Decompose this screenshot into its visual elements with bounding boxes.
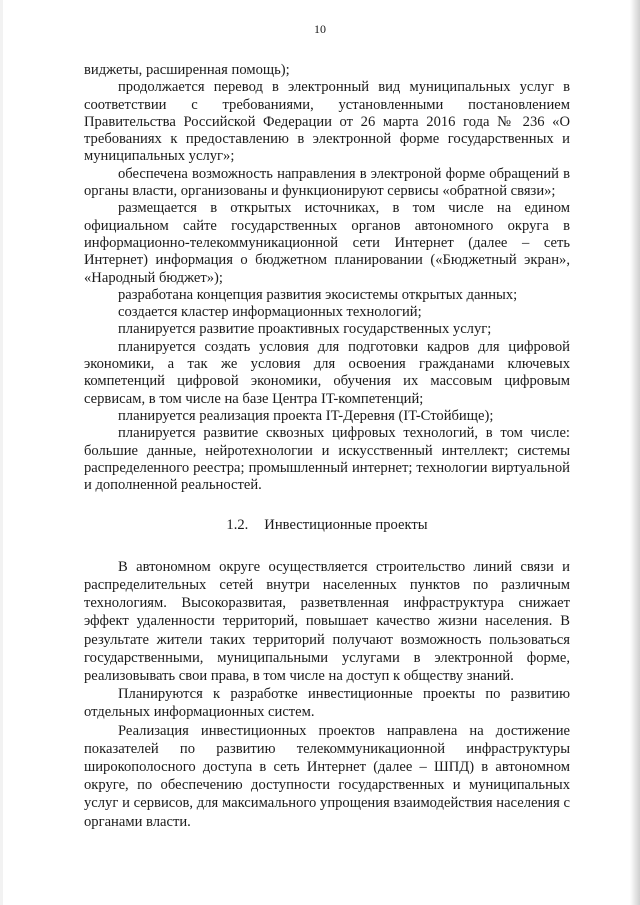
section-list [84, 62, 570, 494]
paragraph: Реализация инвестиционных проектов направлена на достижение показателей по развитию телекоммуникационной инфраструктуры широкополосного доступа в сеть Интернет (далее – ШПД) в автономном округе, по обеспечению доступности государственных и муниципальных услуг и сервисов, для максимального упрощения взаимодействия населения с органами власти. [84, 722, 570, 830]
paragraph: Планируются к разработке инвестиционные проекты по развитию отдельных информационных систем. [84, 686, 570, 721]
paragraph: планируется развитие сквозных цифровых технологий, в том числе: большие данные, нейротехнологии и искусственный интеллект; системы распределенного реестра; промышленный интернет; технологии виртуальной и дополненной реальностей. [84, 425, 570, 494]
section-number: 1.2. [226, 517, 249, 534]
scan-right-edge [630, 0, 640, 905]
paragraph: виджеты, расширенная помощь); [84, 62, 290, 78]
section-title: Инвестиционные проекты [264, 517, 428, 534]
page-number: 10 [314, 22, 326, 36]
paragraph: создается кластер информационных технологий; [118, 304, 422, 321]
paragraph: разработана концепция развития экосистемы открытых данных; [118, 286, 518, 303]
document-body [84, 62, 570, 831]
paragraph: размещается в открытых источниках, в том числе на едином официальном сайте государственных органов автономного округа в информационно-телекоммуникационной сети Интернет (далее – сеть Интернет) информация о бюджетном планировании («Бюджетный экран», «Народный бюджет»); [84, 200, 570, 286]
paragraph: планируется развитие проактивных государственных услуг; [118, 321, 492, 338]
scan-left-edge [0, 0, 3, 905]
paragraph: планируется создать условия для подготовки кадров для цифровой экономики, а так же условия для освоения гражданами ключевых компетенций цифровой экономики, обучения их массовым цифровым сервисам, в том числе на базе Центра IT-компетенций; [84, 338, 570, 407]
section-heading [84, 517, 570, 534]
paragraph: В автономном округе осуществляется строительство линий связи и распределительных сетей внутри населенных пунктов по различным технологиям. Высокоразвитая, разветвленная инфраструктура снижает эффект удаленности территорий, повышает качество жизни населения. В результате жители таких территорий получают возможность пользоваться государственными, муниципальными услугами в электронной форме, реализовывать свои права, в том числе на доступ к обществу знаний. [84, 558, 570, 684]
paragraph: планируется реализация проекта IT-Деревня (IT-Стойбище); [118, 407, 494, 424]
paragraph: обеспечена возможность направления в электроной форме обращений в органы власти, организованы и функционируют сервисы «обратной связи»; [84, 165, 570, 200]
paragraph: продолжается перевод в электронный вид муниципальных услуг в соответствии с требованиями, установленными постановлением Правительства Российской Федерации от 26 марта 2016 года № 236 «О требованиях к предоставлению в электронной форме государственных и муниципальных услуг»; [84, 79, 570, 165]
section-text [84, 558, 570, 831]
